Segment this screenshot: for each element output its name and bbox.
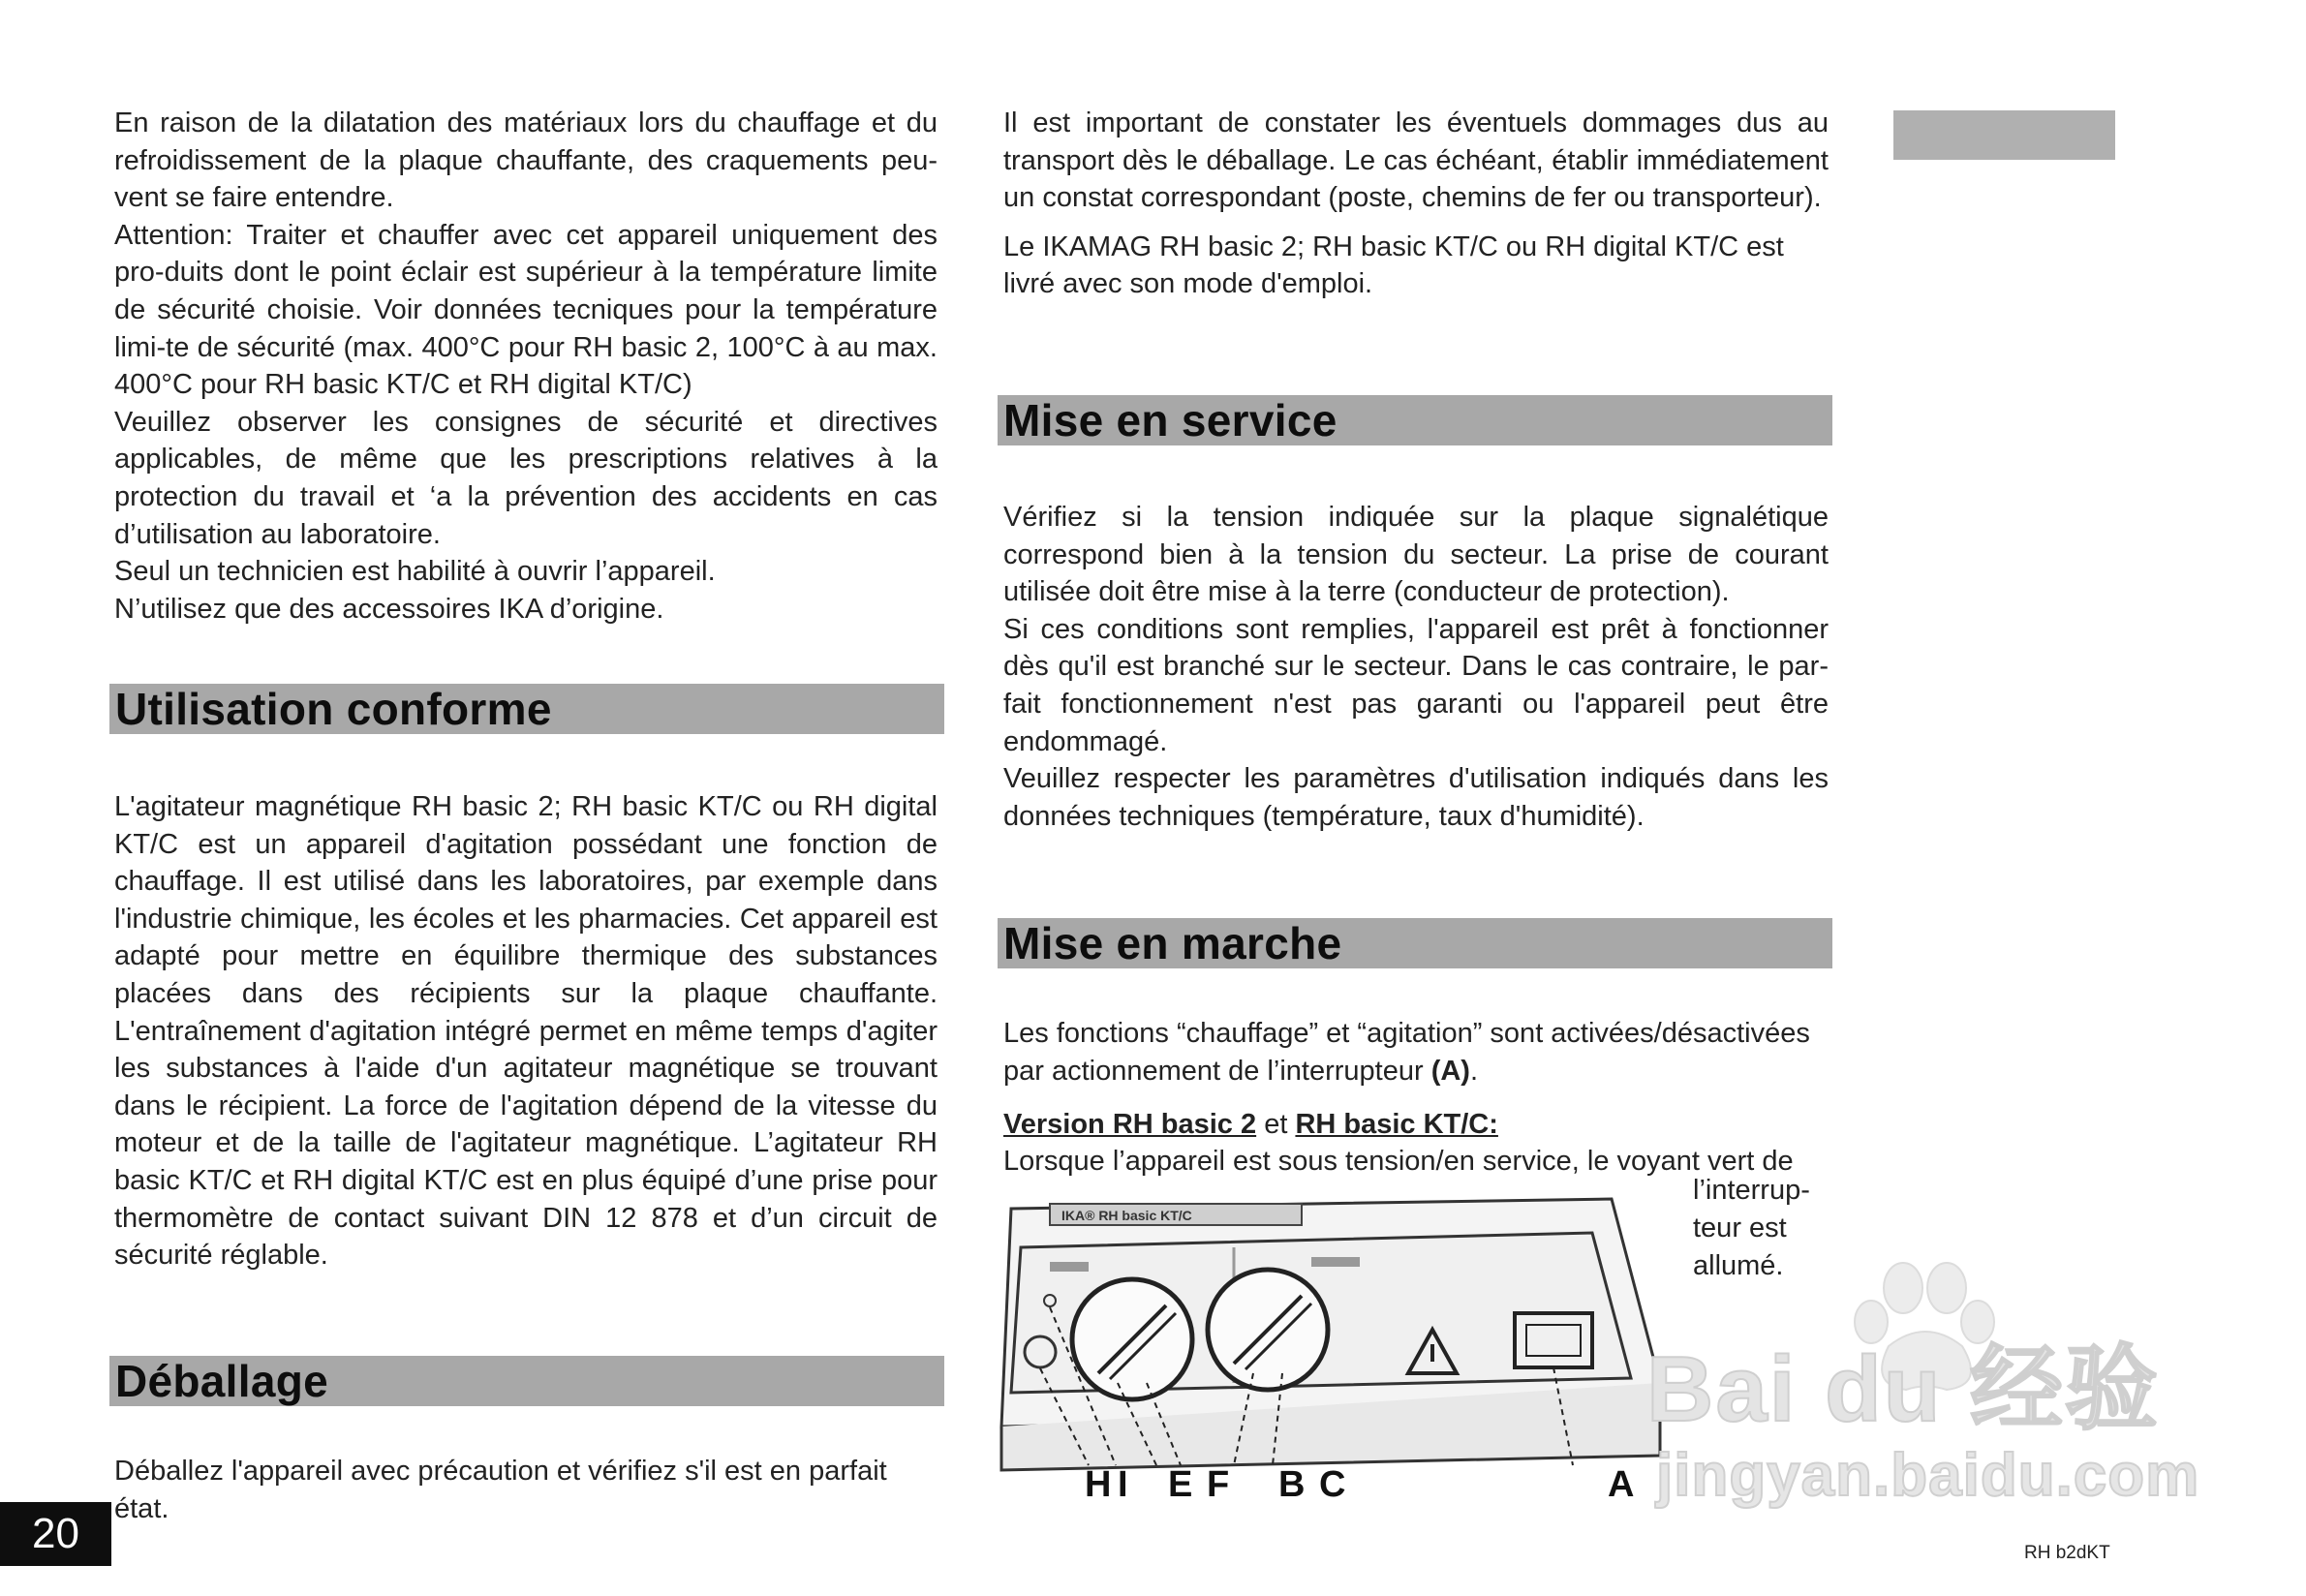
watermark-url: jingyan.baidu.com xyxy=(1656,1442,2200,1509)
stir-knob-icon xyxy=(1208,1270,1328,1390)
figure-label-a: A xyxy=(1608,1464,1641,1505)
doc-code: RH b2dKT xyxy=(2024,1543,2110,1563)
version-and: et xyxy=(1264,1109,1288,1140)
paragraph-attention: Attention: Traiter et chauffer avec cet appareil uniquement des pro-duits dont le point éclair est supérieur à la température limite de sécurité choisie. Voir données tecniques pour la température limi-te de sécurité (max. 400°C pour RH basic 2, 100°C à au max. 400°C pour RH basic KT/C et RH digital KT/C) xyxy=(114,219,938,401)
panel-label: IKA® RH basic KT/C xyxy=(1061,1208,1192,1223)
device-illustration xyxy=(992,1189,1670,1509)
page-number: 20 xyxy=(0,1502,111,1566)
version-line xyxy=(1003,1106,1836,1144)
figure-label-b: B xyxy=(1278,1464,1311,1505)
right-column xyxy=(1003,105,1829,303)
section-title-marche: Mise en marche xyxy=(998,918,1832,968)
paragraph-utilisation: L'agitateur magnétique RH basic 2; RH basic KT/C ou RH digital KT/C est un appareil d'agitation possédant une fonction de chauffage. Il est utilisé dans les laboratoires, par exemple dans l'industrie chimique, les écoles et les pharmacies. Cet appareil est adapté pour mettre en équilibre thermique des substances placées dans des récipients sur la plaque chauffante. L'entraînement d'agitation intégré permet en même temps d'agiter les substances à l'aide d'un agitateur magnétique se trouvant dans le récipient. La force de l'agitation dépend de la vitesse du moteur et de la taille de l'agitateur magnétique. L’agitateur RH basic KT/C et RH digital KT/C est en plus équipé d’une prise pour thermomètre de contact suivant DIN 12 878 et d’un circuit de sécurité réglable. xyxy=(114,791,938,1272)
paragraph-parametres: Veuillez respecter les paramètres d'utilisation indiqués dans les données techniques (température, taux d'humidité). xyxy=(1003,763,1829,832)
paragraph-dilatation: En raison de la dilatation des matériaux lors du chauffage et du refroidissement de la plaque chauffante, des craquements peu-vent se faire entendre. xyxy=(114,107,938,214)
figure-label-f: F xyxy=(1207,1464,1236,1505)
side-note-line: allumé. xyxy=(1693,1250,1784,1281)
indicator-label xyxy=(1050,1262,1089,1272)
figure-label-e: E xyxy=(1168,1464,1199,1505)
heat-knob-icon xyxy=(1072,1279,1192,1399)
paragraph-tension: Vérifiez si la tension indiquée sur la plaque signalétique correspond bien à la tension du secteur. La prise de courant utilisée doit être mise à la terre (conducteur de protection). xyxy=(1003,502,1829,608)
figure-label-h: H xyxy=(1085,1464,1118,1505)
watermark-brand: Bai du 经验 xyxy=(1646,1337,2161,1441)
figure-label-i: I xyxy=(1118,1464,1134,1505)
side-note-line: l’interrup- xyxy=(1693,1175,1810,1206)
paragraph-conditions: Si ces conditions sont remplies, l'appareil est prêt à fonctionner dès qu'il est branché sur le secteur. Dans le cas contraire, le par-fait fonctionnement n'est pas garanti ou l'appareil peut être endommagé. xyxy=(1003,613,1829,757)
top-gray-tab xyxy=(1893,110,2115,160)
indicator-label xyxy=(1311,1257,1360,1267)
paragraph-mode-emploi: Le IKAMAG RH basic 2; RH basic KT/C ou RH digital KT/C est livré avec son mode d'emploi. xyxy=(1003,230,1784,300)
service-body xyxy=(1003,499,1829,835)
section-title-deballage: Déballage xyxy=(109,1356,944,1406)
version-1: Version RH basic 2 xyxy=(1003,1109,1257,1140)
section-title-utilisation: Utilisation conforme xyxy=(109,684,944,734)
paragraph-deballage: Déballez l'appareil avec précaution et vérifiez s'il est en parfait état. xyxy=(114,1456,887,1524)
figure-label-c: C xyxy=(1319,1464,1352,1505)
paragraph-marche: Les fonctions “chauffage” et “agitation” sont activées/désactivées par actionnement de l’interrupteur (A). xyxy=(1003,1018,1810,1087)
paragraph-dommages: Il est important de constater les éventuels dommages dus au transport dès le déballage. Le cas échéant, établir immédiatement un constat correspondant (poste, chemins de fer ou transporteur). xyxy=(1003,107,1829,214)
paragraph-accessoires: N’utilisez que des accessoires IKA d’origine. xyxy=(114,593,664,625)
version-2: RH basic KT/C: xyxy=(1295,1109,1498,1140)
section-title-service: Mise en service xyxy=(998,395,1832,445)
paragraph-technicien: Seul un technicien est habilité à ouvrir l’appareil. xyxy=(114,556,716,588)
marche-text: Les fonctions “chauffage” et “agitation” sont activées/désactivées par actionnement de l’interrupteur xyxy=(1003,1018,1810,1087)
switch-reference: (A) xyxy=(1430,1055,1470,1087)
side-note-line: teur est xyxy=(1693,1212,1787,1243)
paragraph-voyant: Lorsque l’appareil est sous tension/en service, le voyant vert de xyxy=(1003,1146,1794,1177)
left-column xyxy=(114,105,938,628)
paragraph-consignes: Veuillez observer les consignes de sécurité et directives applicables, de même que les prescriptions relatives à la protection du travail et ‘a la prévention des accidents en cas d’utilisation au laboratoire. xyxy=(114,406,938,550)
